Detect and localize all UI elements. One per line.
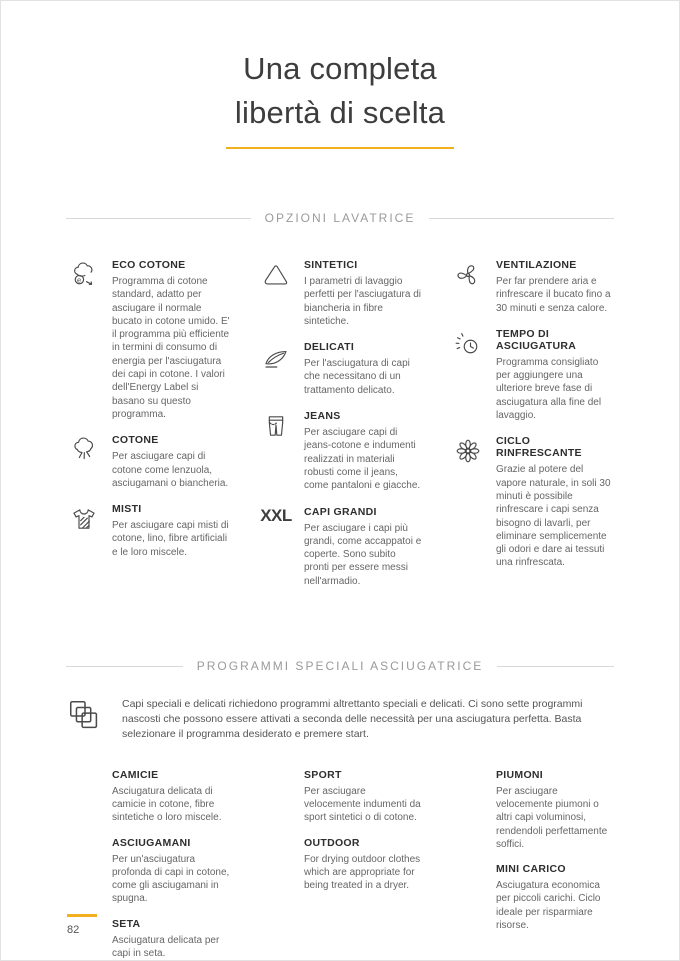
option-tempo-di-asciugatura	[450, 328, 614, 422]
page-title	[66, 47, 614, 135]
page-title-line2: libertà di scelta	[234, 95, 446, 130]
program-title: SPORT	[304, 768, 342, 781]
washer-options-grid	[66, 259, 614, 601]
option-desc: Per asciugare capi di jeans-cotone e indumenti realizzati in materiali robusti come il jeans, come pantaloni e giacche.	[304, 427, 421, 492]
option-ciclo-rinfrescante	[450, 435, 614, 569]
section-header-dryer-programs	[66, 659, 614, 673]
option-desc: Per asciugare i capi più grandi, come accappatoi e coperte. Sono subito pronti per essere messi nell'armadio.	[304, 522, 422, 587]
program-outdoor	[304, 837, 422, 893]
washer-options-column-2	[258, 259, 422, 601]
option-misti	[66, 503, 230, 559]
program-piumoni	[496, 769, 614, 851]
option-title: VENTILAZIONE	[496, 259, 577, 271]
option-desc: Per asciugare capi misti di cotone, lino, fibre artificiali e le loro miscele.	[112, 520, 229, 558]
program-desc: Per un'asciugatura profonda di capi in cotone, come gli asciugamani in spugna.	[112, 853, 230, 905]
program-desc: Per asciugare velocemente piumoni o altri capi voluminosi, rendendoli perfettamente soffici.	[496, 785, 608, 850]
program-mini-carico	[496, 863, 614, 932]
option-desc: Per l'asciugatura di capi che necessitano di un trattamento delicato.	[304, 358, 410, 396]
dryer-programs-grid	[66, 769, 614, 961]
option-desc: Per asciugare capi di cotone come lenzuola, asciugamani o biancheria.	[112, 451, 229, 489]
shirt-icon	[66, 503, 102, 559]
program-desc: Asciugatura delicata di camicie in cotone, fibre sintetiche o loro miscele.	[112, 785, 222, 824]
page-footer	[67, 914, 97, 936]
section-header-label: OPZIONI LAVATRICE	[264, 211, 416, 225]
program-title: MINI CARICO	[496, 863, 566, 876]
option-title: DELICATI	[304, 341, 355, 354]
footer-accent-line	[67, 914, 97, 917]
washer-options-column-1	[66, 259, 230, 601]
dryer-programs-intro-text: Capi speciali e delicati richiedono programmi altrettanto speciali e delicati. Ci sono sette programmi nascosti che possono essere attivati a seconda delle necessità per una asciugatura perfetta. Basta selezionare il programma desiderato e premere start.	[122, 698, 583, 741]
option-title: JEANS	[304, 410, 341, 423]
option-title: MISTI	[112, 503, 142, 516]
page-title-line1: Una completa	[243, 51, 437, 86]
option-desc: Grazie al potere del vapore naturale, in soli 30 minuti è possibile rinfrescare i capi senza bisogno di lavarli, per eliminare semplicemente gli odori e dare ai tessuti una rinfrescata.	[496, 464, 611, 569]
overlapping-squares-icon	[66, 697, 110, 743]
xxl-icon-label: XXL	[260, 505, 292, 525]
jeans-icon	[258, 410, 294, 492]
title-accent-underline	[226, 147, 454, 149]
page-number: 82	[67, 924, 80, 936]
program-camicie	[112, 769, 230, 825]
program-desc: For drying outdoor clothes which are appropriate for being treated in a dryer.	[304, 853, 421, 892]
option-capi-grandi	[258, 506, 422, 588]
option-title: COTONE	[112, 434, 159, 447]
program-desc: Asciugatura delicata per capi in seta.	[112, 934, 220, 960]
program-title: PIUMONI	[496, 768, 544, 781]
triangle-icon	[258, 259, 294, 328]
option-jeans	[258, 410, 422, 492]
svg-text:e: e	[77, 275, 82, 285]
program-sport	[304, 769, 422, 825]
sun-clock-icon	[450, 328, 486, 422]
program-title: CAMICIE	[112, 768, 159, 781]
header-rule-left	[66, 666, 183, 667]
section-header-label: PROGRAMMI SPECIALI ASCIUGATRICE	[196, 659, 484, 674]
flower-icon	[450, 435, 486, 569]
option-eco-cotone	[66, 259, 230, 421]
washer-options-column-3	[450, 259, 614, 601]
dryer-programs-column-2	[258, 769, 422, 961]
xxl-icon	[258, 506, 294, 588]
option-desc: Programma consigliato per aggiungere una ulteriore breve fase di asciugatura alla fine del lavaggio.	[496, 356, 602, 422]
program-title: ASCIUGAMANI	[112, 836, 191, 849]
program-desc: Asciugatura economica per piccoli carichi. Ciclo ideale per risparmiare risorse.	[496, 880, 601, 932]
dryer-programs-column-3	[450, 769, 614, 961]
option-title: CAPI GRANDI	[304, 505, 377, 518]
header-rule-left	[66, 218, 251, 219]
header-rule-right	[497, 666, 614, 667]
program-title: SETA	[112, 917, 141, 930]
option-title: ECO COTONE	[112, 259, 186, 271]
program-asciugamani	[112, 837, 230, 906]
option-desc: I parametri di lavaggio perfetti per l'asciugatura di biancheria in fibre sintetiche.	[304, 276, 421, 327]
option-delicati	[258, 341, 422, 397]
option-cotone	[66, 434, 230, 490]
feather-icon	[258, 341, 294, 397]
option-title: CICLO RINFRESCANTE	[496, 435, 582, 460]
cotton-eco-icon	[66, 259, 102, 421]
fan-icon	[450, 259, 486, 315]
option-desc: Per far prendere aria e rinfrescare il bucato fino a 30 minuti e senza calore.	[496, 276, 611, 314]
option-sintetici	[258, 259, 422, 328]
option-desc: Programma di cotone standard, adatto per asciugare il normale bucato in cotone umido. E' il programma più efficiente in termini di consumo di energia per l'asciugatura dei capi in cotone. I valori dell'Energy Label si basano su questo programma.	[112, 276, 230, 420]
program-title: OUTDOOR	[304, 836, 360, 849]
program-seta	[112, 918, 230, 961]
section-header-washer-options	[66, 211, 614, 225]
cotton-icon	[66, 434, 102, 490]
option-ventilazione	[450, 259, 614, 315]
dryer-programs-intro	[66, 697, 614, 743]
header-rule-right	[429, 218, 614, 219]
program-desc: Per asciugare velocemente indumenti da sport sintetici o di cotone.	[304, 785, 421, 824]
option-title: SINTETICI	[304, 259, 358, 271]
option-title: TEMPO DI ASCIUGATURA	[496, 327, 577, 352]
